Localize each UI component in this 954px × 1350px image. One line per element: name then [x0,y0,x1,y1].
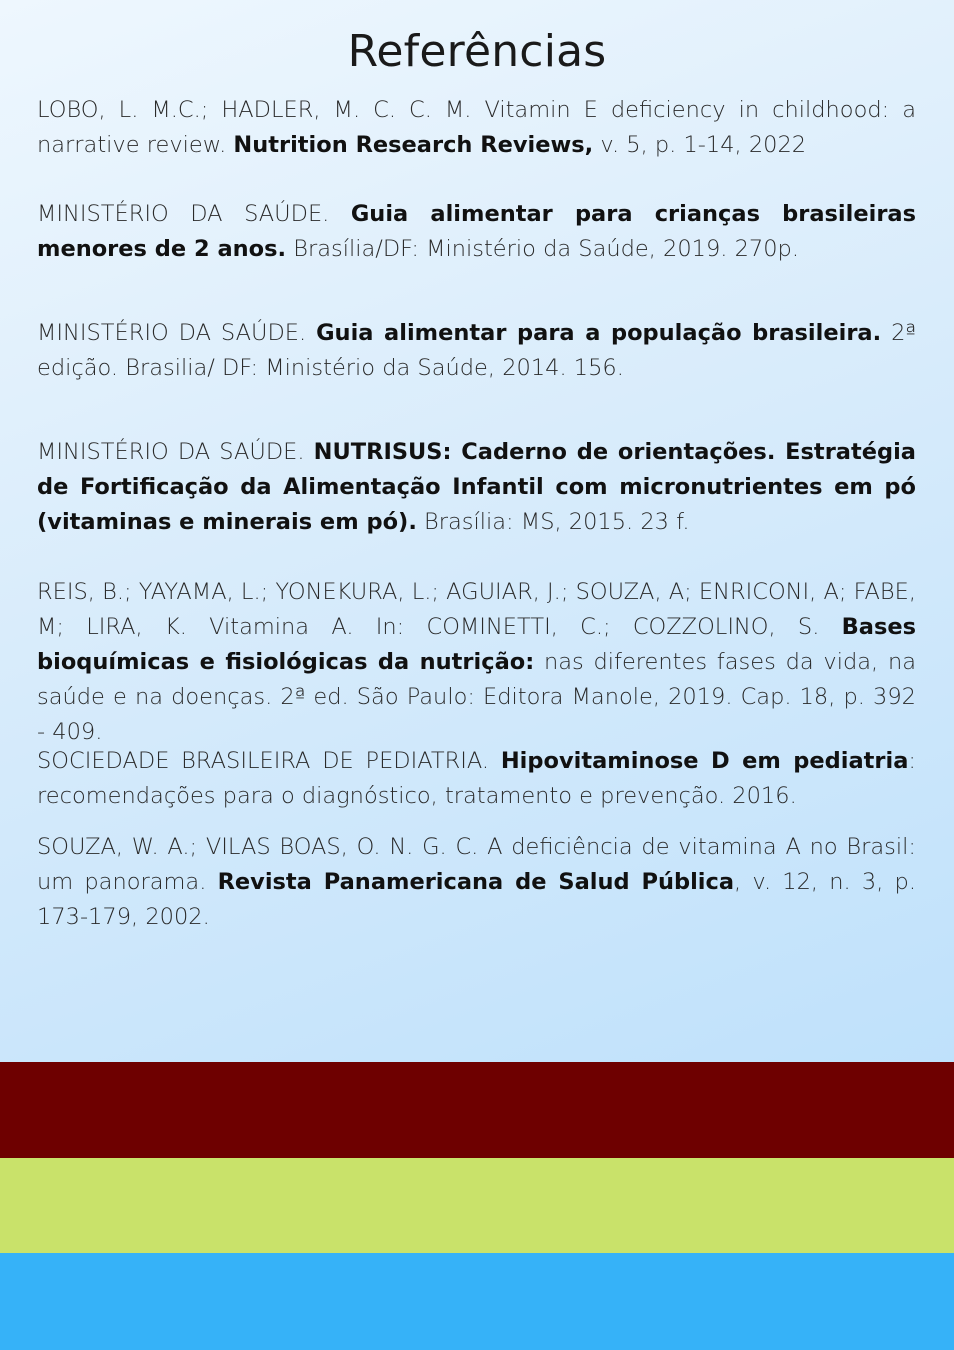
reference-details: Brasília: MS, 2015. 23 f. [416,509,690,535]
reference-authors: MINISTÉRIO DA SAÚDE. [37,320,317,346]
reference-source-title: Guia alimentar para a população brasileira. [316,320,882,346]
reference-details: nas diferentes fases da vida, na saúde e na doenças. 2ª ed. São Paulo: Editora Manole, 2019. Cap. 18, p. 392 - 409. [37,649,916,745]
reference-details: , v. 12, n. 3, p. 173-179, 2002. [37,869,916,930]
reference-entry [37,93,916,163]
reference-entry [37,744,916,814]
reference-details: 2ª edição. Brasilia/ DF: Ministério da Saúde, 2014. 156. [37,320,916,381]
reference-source-title: Revista Panamericana de Salud Pública [217,869,735,895]
footer-band-blue [0,1253,954,1350]
reference-authors: SOCIEDADE BRASILEIRA DE PEDIATRIA. [37,748,501,774]
reference-authors: MINISTÉRIO DA SAÚDE. [37,201,351,227]
reference-entry [37,316,916,386]
reference-details: : recomendações para o diagnóstico, tratamento e prevenção. 2016. [37,748,916,809]
reference-authors: SOUZA, W. A.; VILAS BOAS, O. N. G. C. A deficiência de vitamina A no Brasil: um panorama. [37,834,916,895]
reference-entry [37,575,916,750]
reference-entry [37,435,916,540]
reference-details: Brasília/DF: Ministério da Saúde, 2019. 270p. [286,236,799,262]
reference-source-title: Nutrition Research Reviews, [233,132,594,158]
reference-source-title: Hipovitaminose D em pediatria [500,748,909,774]
page-title: Referências [347,26,607,77]
footer-band-dark-red [0,1062,954,1158]
reference-authors: LOBO, L. M.C.; HADLER, M. C. C. M. Vitamin E deficiency in childhood: a narrative review. [37,97,916,158]
reference-source-title: Bases bioquímicas e fisiológicas da nutrição: [37,614,916,675]
reference-source-title: NUTRISUS: Caderno de orientações. Estratégia de Fortificação da Alimentação Infantil com micronutrientes em pó (vitaminas e minerais em pó). [37,439,916,535]
reference-details: v. 5, p. 1-14, 2022 [593,132,807,158]
footer-band-lime [0,1158,954,1253]
reference-authors: REIS, B.; YAYAMA, L.; YONEKURA, L.; AGUIAR, J.; SOUZA, A; ENRICONI, A; FABE, M; LIRA, K. Vitamina A. In: COMINETTI, C.; COZZOLINO, S. [37,579,916,640]
reference-entry [37,830,916,935]
reference-source-title: Guia alimentar para crianças brasileiras menores de 2 anos. [37,201,916,262]
reference-entry [37,197,916,267]
reference-authors: MINISTÉRIO DA SAÚDE. [37,439,314,465]
